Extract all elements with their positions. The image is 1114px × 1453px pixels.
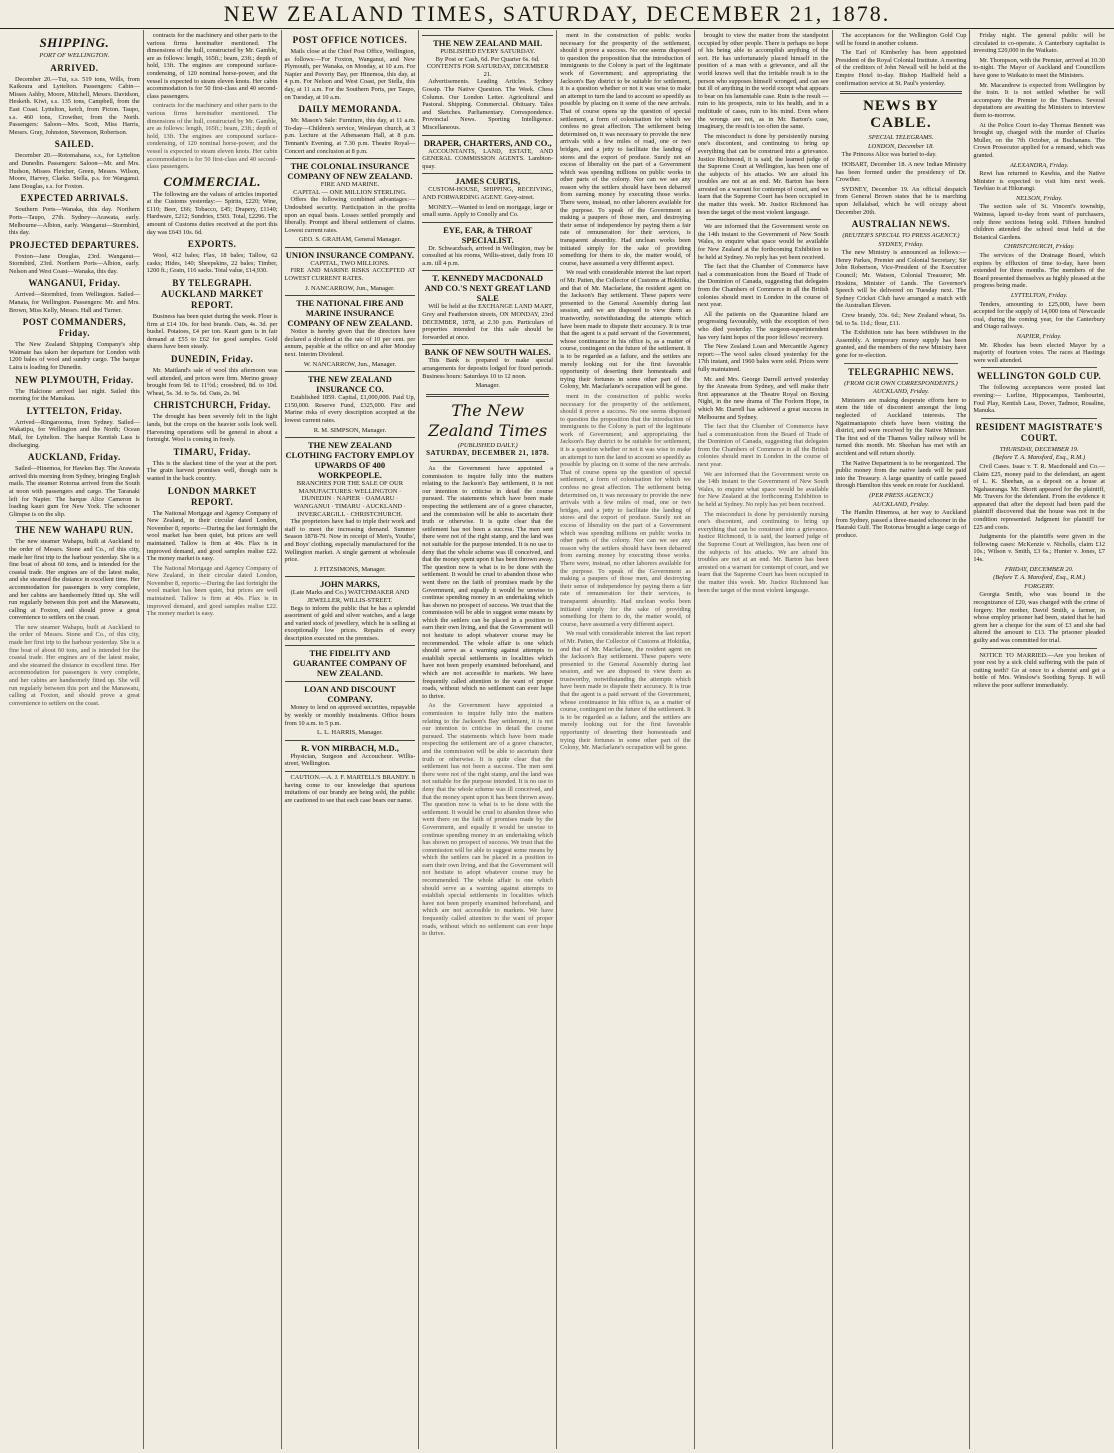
telegraphic-news-text: The Native Department is to be reorganized. The public money from the native lands will be paid into the Treasury. A large quantity of cattle passed through Hamilton this week en route for Auckland. xyxy=(835,459,967,490)
ad-title: JOHN MARKS, xyxy=(320,579,380,590)
cable-text: HOBART, December 18. A new Indian Ministry has been formed under the presidency of Dr. Crowther. xyxy=(835,160,967,184)
notice-text: NOTICE TO MARRIED.—Are you broken of your rest by a sick child suffering with the pain of cutting teeth? Go at once to a chemist and get a bottle of Mrs. Winslow's Soothing Syrup. It will relieve the poor sufferer immediately. xyxy=(973,651,1105,689)
news-paragraph: Mr. and Mrs. George Darrell arrived yesterday by the Arawata from Sydney, and will make their first appearance at the Theatre Royal on Boxing Night, in the new drama of The Forlorn Hope, in which Mr. Darrell has achieved a great success in Melbourne and Sydney. xyxy=(697,375,829,421)
cup-notice: The acceptances for the Wellington Gold Cup will be found in another column. xyxy=(835,32,967,47)
colonial-insurance-ad xyxy=(285,158,416,244)
exports-heading: EXPORTS. xyxy=(187,239,237,250)
bank-ad xyxy=(422,344,553,389)
expected-text: Southern Ports—Wanaka, this day. Northern Ports—Taupo, 27th. Sydney—Arawata, early. Melbourne—Albion, early. Wanganui—Stormbird, this day. xyxy=(9,206,140,237)
ad-branches: BRANCHES FOR THE SALE OF OUR MANUFACTURES: WELLINGTON · DUNEDIN · NAPIER · OAMARU · WANGANUI · TIMARU · AUCKLAND · INVERCARGILL · CHRISTCHURCH. xyxy=(293,480,406,518)
marks-jeweller-ad xyxy=(285,576,416,642)
ad-text: The proprietors have had to triple their work and staff to meet the increasing demand. Summer Season 1878-79. Now in receipt of Men's, Youths', and Boys' clothing, especially manufactured for the Wellington market. A single garment at wholesale price. xyxy=(284,518,416,564)
christchurch-text: The drought has been severely felt in the light lands, but the crops on the heavier soils look well. Harvesting operations will be general in about a fortnight. Wool is coming in freely. xyxy=(146,413,278,444)
forgery-heading: FORGERY. xyxy=(1024,582,1055,590)
ad-capital: CAPITAL — ONE MILLION STERLING. xyxy=(293,188,407,196)
news-paragraph: The fact that the Chamber of Commerce have had a communication from the Board of Trade of the Dominion of Canada, suggesting that delegates from the Chambers of Commerce in all the British colonies should meet in London in the course of next year. xyxy=(697,423,829,469)
rm-court-text: Civil Cases. Isaac v. T. R. Macdonald and Co.—Claim £25, money paid to the defendant, an agent of L. K. Sheehan, as a deposit on a house at Ngahauranga. Mr. Shortt appeared for the plaintiff, Mr. Travers for the defendant. From the evidence it appeared that after the deposit had been paid the plaintiff discovered that the house was not in the condition represented. Judgment for plaintiff for £25 and costs. xyxy=(973,462,1105,531)
fidelity-ad xyxy=(285,645,416,678)
intro-text: contracts for the machinery and other parts to the various firms hereinafter mentioned. The dimensions of the hull, constructed by Mr. Gamble, are as follows: length, 165ft.; beam, 23ft.; depth of hold, 13ft. The engines are compound surface-condensing, of 120 nominal horse-power, and the vessel is expected to steam eleven knots. Her cabin accommodation is for 50 first-class and 40 second-class passengers. xyxy=(146,32,278,100)
news-paragraph: Mr. Macandrew is expected from Wellington by the train. It is not settled whether he will accompany the Premier to the Thames. Several deputations are awaiting the Ministers to interview them to-morrow. xyxy=(973,81,1105,119)
ad-title: THE COLONIAL INSURANCE COMPANY OF NEW ZEALAND. xyxy=(287,161,413,182)
ad-title: BANK OF NEW SOUTH WALES. xyxy=(424,347,551,358)
news-paragraph: The misconduct is done by persistently nursing one's discontent, and continuing to bring up everything that can be construed into a grievance. Justice Richmond, it is said, the learned judge of the Supreme Court at Wellington, has been one of the subjects of his attacks. We are afraid his troubles are not at an end. Mr. Barton has been arrested on a warrant for contempt of court, and we learn that the Supreme Court has been occupied in the matter this week. Mr. Justice Richmond has been the target of the most violent language. xyxy=(697,510,829,594)
auckland-heading: AUCKLAND, Friday. xyxy=(28,452,121,463)
column-2 xyxy=(144,30,282,1449)
news-paragraph: The services of the Drainage Board, which expires by effluxion of time to-day, have been extended for three months. The members of the Board presented themselves as highly pleased at the progress being made. xyxy=(973,252,1105,290)
ad-title: UNION INSURANCE COMPANY. xyxy=(285,249,415,260)
leader-text: As the Government have appointed a commission to inquire fully into the matters relating to the Jackson's Bay settlement, it is not our intention to criticise in detail the course pursued. The statements which have been made respecting the settlement are of a grave character, and the commission will be able to ascertain their truth or otherwise. It is quite clear that the settlement has not been a success. The men sent there were not of the right stamp, and the land was not suitable for the purpose intended. It is no use to deny that the whole scheme was ill conceived, and that the money spent upon it has been thrown away. The question now is what is to be done with the settlement. It would be cruel to abandon those who went there on the faith of promises made by the Government, and equally it would be unwise to continue spending money in an undertaking which has shown no prospect of success. We trust that the commission will be able to suggest some means by which the settlers can be placed in a position to earn their own living, and that the Government will not hesitate to adopt whatever course may be recommended. The whole affair is one which should serve as a warning against attempts to establish special settlements in localities which have not been properly examined beforehand, and which are not accessible to markets. We have frequently called attention to the want of proper roads, without which no settlement can ever hope to thrive. xyxy=(422,465,554,700)
draper-ad xyxy=(422,135,553,171)
timaru-heading: TIMARU, Friday. xyxy=(173,446,251,457)
ad-title: THE NEW ZEALAND INSURANCE CO. xyxy=(307,374,392,395)
news-paragraph: We are informed that the Government wrote on the 14th instant to the Government of New South Wales, to enquire what space would be available for New Zealand at the forthcoming Exhibition to be held at Sydney. No reply has yet been received. xyxy=(697,223,829,261)
column-1 xyxy=(6,30,144,1449)
ad-text: Will be held at the EXCHANGE LAND MART, Grey and Featherston streets, ON MONDAY, 23rd DECEMBER, 1878, at 2.30 p.m. Particulars of properties intended for this sale should be forwarded at once. xyxy=(422,303,554,341)
ad-text: This Bank is prepared to make special arrangements for deposits lodged for fixed periods. Business hours: Saturdays 10 to 12 noon. xyxy=(422,357,554,380)
sailed-text: December 20.—Rotomahana, s.s., for Lyttelton and Dunedin. Passengers: Saloon—Mr. and Mrs. Hudson, Misses Fletcher, Green, Messrs. Wilson, Moore, Harvey, Clarke. Stella, p.s. for Wanganui. Jane Douglas, s.s. for Foxton. xyxy=(9,152,140,190)
wahapu-text-continued: The new steamer Wahapu, built at Auckland to the order of Messrs. Stone and Co., of this city, made her first trip to the harbour yesterday. She is a fine boat of about 60 tons, and is intended for the coastal trade. Her engines are of the latest make, and she steamed the distance in excellent time. Her accommodation for passengers is very complete, and her cabins are handsomely fitted up. She will run regularly between this port and the Manawatu, calling at Foxton, and should prove a great convenience to settlers on the coast. xyxy=(9,623,140,707)
rm-court-date: FRIDAY, DECEMBER 20. xyxy=(1004,565,1074,573)
napier-dateline: NAPIER, Friday. xyxy=(1016,332,1062,340)
leader-text-continued: As the Government have appointed a commission to inquire fully into the matters relating to the Jackson's Bay settlement, it is not our intention to criticise in detail the course pursued. The statements which have been made respecting the settlement are of a grave character, and the commission will be able to ascertain their truth or otherwise. It is quite clear that the settlement has not been a success. The men sent there were not of the right stamp, and the land was not suitable for the purpose intended. It is no use to deny that the whole scheme was ill conceived, and that the money spent upon it has been thrown away. The question now is what is to be done with the settlement. It would be cruel to abandon those who went there on the faith of promises made by the Government, and equally it would be unwise to continue spending money in an undertaking which has shown no prospect of success. We trust that the commission will be able to suggest some means by which the settlers can be placed in a position to earn their own living, and that the Government will not hesitate to adopt whatever course may be recommended. The whole affair is one which should serve as a warning against attempts to establish special settlements in localities which have not been properly examined beforehand, and which are not accessible to markets. We have frequently called attention to the want of proper roads, without which no settlement can ever hope to thrive. xyxy=(422,702,554,938)
columns xyxy=(6,30,1108,1449)
newplymouth-text: The Halcione arrived last night. Sailed this morning for the Manukau. xyxy=(9,387,140,403)
alexandra-dateline: ALEXANDRA, Friday. xyxy=(1009,161,1069,169)
mirbach-ad xyxy=(285,740,416,768)
ad-text: Begs to inform the public that he has a splendid assortment of gold and silver watches, and a large and varied stock of jewellery, which he is selling at exceptionally low prices. Repairs of every description executed on the premises. xyxy=(284,604,416,642)
ad-contents-heading: CONTENTS FOR SATURDAY, DECEMBER 21. xyxy=(426,63,549,78)
cable-text: SYDNEY, December 19. An official despatch from General Brown states that he is marching upon Jellalabad, which he will occupy about December 20th. xyxy=(835,185,967,216)
divider xyxy=(17,521,132,522)
market-heading: BY TELEGRAPH. AUCKLAND MARKET REPORT. xyxy=(161,278,264,311)
ad-title: LOAN AND DISCOUNT COMPANY. xyxy=(304,684,396,705)
divider xyxy=(706,219,821,220)
news-paragraph: At the Police Court to-day Thomas Bennett was brought up, charged with the murder of Charles Muller, on the 7th October, at Buchanans. The Crown Prosecutor applied for a remand, which was granted. xyxy=(973,121,1105,159)
press-agency-dateline: AUCKLAND, Friday. xyxy=(872,500,930,508)
australian-news-heading: AUSTRALIAN NEWS. xyxy=(851,219,951,230)
memoranda-text: Mr. Mason's Sale: Furniture, this day, at 11 a.m. To-day—Children's service, Wesleyan church, at 3 p.m. Lecture at the Athenaeum Hall, at 8 p.m. Tennant's Evening, at 7.30 p.m. Theatre Royal—Concert and conclusion at 8 p.m. xyxy=(284,117,416,155)
news-paragraph: Rewi has returned to Kawhia, and the Native Minister is expected to visit him next week. Tawhiao is at Hikurangi. xyxy=(973,170,1105,193)
telegraphic-news-heading: TELEGRAPHIC NEWS. xyxy=(847,366,954,377)
cable-subheading: SPECIAL TELEGRAMS. xyxy=(868,134,934,142)
ad-title: THE FIDELITY AND GUARANTEE COMPANY OF NEW ZEALAND. xyxy=(293,648,407,679)
postoffice-text: Mails close at the Chief Post Office, Wellington, as follows:—For Foxton, Wanganui, and New Plymouth, per Wanaka, on Monday, at 10 a.m. For Napier and Poverty Bay, per Hinemoa, this day, at 4 p.m. For Nelson and West Coast, per Stella, this day, at 11 a.m. For the Southern Ports, per Taupo, on Tuesday, at 10 a.m. xyxy=(284,48,416,101)
auckland-text: Sailed—Hinemoa, for Hawkes Bay. The Arawata arrived this morning from Sydney, bringing English mails. The steamer Rotorua arrived from the South at noon with passengers and cargo. The Taranaki left for Napier. The barque Alice Cameron is loading kauri gum for New York. The schooner Glimpse is on the slip. xyxy=(9,465,140,518)
ad-subtitle: (Late Marks and Co.) WATCHMAKER AND JEWELLER, WILLIS-STREET. xyxy=(290,589,410,604)
column-3 xyxy=(282,30,420,1449)
australian-news-text: The new Ministry is announced as follows:—Henry Parkes, Premier and Colonial Secretary; Sir John Robertson, Vice-President of the Executive Council; Mr. Watson, Colonial Treasurer; Mr. Hoskins, Minister of Lands. The Governor's Speech will be delivered on Tuesday next. The Sydney Cricket Club have arranged a match with the Australian Eleven. xyxy=(835,249,967,310)
news-paragraph: The fact that the Chamber of Commerce have had a communication from the Board of Trade of the Dominion of Canada, suggesting that delegates from the Chambers of Commerce in all the British colonies should meet in London in the course of next year. xyxy=(697,263,829,309)
christchurch-dateline: CHRISTCHURCH, Friday. xyxy=(1003,243,1075,251)
ad-subtitle: FIRE AND MARINE. xyxy=(320,181,380,189)
leader-continued-2: The misconduct is done by persistently nursing one's discontent, and continuing to bring up everything that can be construed into a grievance. Justice Richmond, it is said, the learned judge of the Supreme Court at Wellington, has been one of the subjects of his attacks. We are afraid his troubles are not at an end. Mr. Barton has been arrested on a warrant for contempt of court, and we learn that the Supreme Court has been occupied in the matter this week. Mr. Justice Richmond has been the target of the most violent language. xyxy=(697,132,829,216)
intro-text-continued: contracts for the machinery and other parts to the various firms hereinafter mentioned. The dimensions of the hull, constructed by Mr. Gamble, are as follows: length, 165ft.; beam, 23ft.; depth of hold, 13ft. The engines are compound surface-condensing, of 120 nominal horse-power, and the vessel is expected to steam eleven knots. Her cabin accommodation is for 50 first-class and 40 second-class passengers. xyxy=(146,102,278,171)
column-6 xyxy=(695,30,833,1449)
ad-text: Notice is hereby given that the directors have declared a dividend at the rate of 10 per cent. per annum, payable at the office on and after Monday next. Interim Dividend. xyxy=(284,328,416,359)
wanganui-text: Arrived—Stormbird, from Wellington. Sailed—Manaia, for Wellington. Passengers: Mr. and Mrs. Brown, Miss Kelly, Messrs. Hall and Turner. xyxy=(9,291,140,314)
arrived-heading: ARRIVED. xyxy=(50,62,99,73)
cable-heading: NEWS BY CABLE. xyxy=(863,98,939,132)
lyttelton-dateline: LYTTELTON, Friday. xyxy=(1010,292,1068,299)
australian-news-dateline: SYDNEY, Friday. xyxy=(878,240,924,248)
divider xyxy=(844,363,959,364)
ad-manager: R. M. SIMPSON, Manager. xyxy=(313,426,387,434)
projected-heading: PROJECTED DEPARTURES. xyxy=(9,239,140,250)
ad-title: THE NEW ZEALAND MAIL xyxy=(433,38,543,48)
lyttelton-heading: LYTTELTON, Friday. xyxy=(26,405,123,416)
wahapu-text: The new steamer Wahapu, built at Auckland to the order of Messrs. Stone and Co., of this city, made her first trip to the harbour yesterday. She is a fine boat of about 60 tons, and is intended for the coastal trade. Her engines are of the latest make, and she steamed the distance in excellent time. Her accommodation for passengers is very complete, and her cabins are handsomely fitted up. She will run regularly between this port and the Manawatu, calling at Foxton, and should prove a great convenience to settlers on the coast. xyxy=(9,538,140,622)
rm-court-text: Judgments for the plaintiffs were given in the following cases: McKenzie v. Nicholls, claim £12 10s.; Wilson v. Smith, £3 6s.; Hunter v. Jones, £7 14s. xyxy=(973,533,1105,564)
news-paragraph: The New Zealand Loan and Mercantile Agency report:—The wool sales closed yesterday for the 17th instant, and 1960 bales were sold. Prices were fully maintained. xyxy=(697,343,829,373)
news-paragraph: Friday night. The general public will be circulated to co-operate. A Canterbury capitalist is investing £20,000 in the Waikato. xyxy=(973,32,1105,55)
cable-text: The Princess Alice was buried to-day. xyxy=(841,151,937,159)
sailed-heading: SAILED. xyxy=(54,139,95,150)
ad-title: R. VON MIRBACH, M.D., xyxy=(300,742,399,753)
ad-subtitle: PUBLISHED EVERY SATURDAY. xyxy=(440,48,536,55)
loan-ad xyxy=(285,681,416,736)
nz-mail-ad xyxy=(422,35,553,132)
ad-title: THE NATIONAL FIRE AND MARINE INSURANCE COMPANY OF NEW ZEALAND. xyxy=(287,298,413,329)
ad-manager: J. FITZSIMONS, Manager. xyxy=(314,565,386,573)
ad-text: Established 1859. Capital, £1,000,000. Paid Up, £150,000. Reserve Fund, £325,000. Fire and Marine risks of every description accepted at the lowest current rates. xyxy=(284,394,416,424)
caution-ad xyxy=(285,771,416,804)
wanganui-heading: WANGANUI, Friday. xyxy=(28,278,121,289)
ad-title: T. KENNEDY MACDONALD AND CO.'S NEXT GREAT LAND SALE xyxy=(424,273,551,304)
ad-title: DRAPER, CHARTERS, AND CO., xyxy=(423,137,552,148)
press-agency-subheading: (PER PRESS AGENCY.) xyxy=(869,491,933,499)
ad-text: Physician, Surgeon and Accoucheur. Willis-street, Wellington. xyxy=(284,752,416,768)
market-text: Business has been quiet during the week. Flour is firm at £14 10s. for best brands. Oats, 4s. 3d. per bushel. Potatoes, £4 per ton. Kauri gum is in fair demand at £55 to £62 for good samples. Gold shares have been steady. xyxy=(146,313,278,351)
curtis-ad xyxy=(422,173,553,218)
news-paragraph: All the patients on the Quarantine Island are progressing favourably, with the exception of two who died yesterday. The surgeon-superintendent has very faint hopes of the poor fellows' recovery. xyxy=(697,310,829,341)
london-text: The National Mortgage and Agency Company of New Zealand, in their circular dated London, November 8, reports:—During the last fortnight the wool market has been quiet, but prices are well maintained. Tallow is firm at 40s. Flax is in improved demand, and good samples realise £22. The money market is easy. xyxy=(146,509,278,563)
exports-text: Wool, 412 bales; Flax, 18 bales; Tallow, 62 casks; Hides, 140; Sheepskins, 22 bales; Timber, 1200 ft.; Grain, 116 sacks. Total value, £14,930. xyxy=(146,252,278,275)
london-heading: LONDON MARKET REPORT. xyxy=(167,485,257,507)
postcommanders-text: The New Zealand Shipping Company's ship Waimate has taken her departure for London with 1200 bales of wool and sundry cargo. The barque Laira is loading for Dunedin. xyxy=(9,341,140,372)
leader-continued: brought to view the matter from the standpoint occupied by other people. There is perhaps no hope of his being able to accomplish anything of the sort. He has unfortunately placed himself in the position of a man with a grievance, and all the world knows well that the irritable result is to the person who supposes himself wronged, and can see but ill of anything in the world except what appears to bear on his lamentable case. Ruin is the result — ruin to his prospects, ruin to his health, and in a multitude of cases, ruin to his mind. Even where the wrongs are not, as in Mr. Barton's case, imaginary, the result is too often the same. xyxy=(697,32,829,131)
rm-court-date: THURSDAY, DECEMBER 19. xyxy=(999,445,1079,453)
divider xyxy=(981,367,1097,368)
wahapu-heading: THE NEW WAHAPU RUN. xyxy=(15,525,134,536)
dunedin-heading: DUNEDIN, Friday. xyxy=(171,354,254,364)
newplymouth-heading: NEW PLYMOUTH, Friday. xyxy=(15,374,134,385)
ad-manager: L. L. HARRIS, Manager. xyxy=(316,729,383,737)
eye-specialist-ad xyxy=(422,222,553,268)
clothing-factory-ad xyxy=(285,437,416,573)
ad-text: CUSTOM-HOUSE, SHIPPING, RECEIVING, AND FORWARDING AGENT. Grey-street. xyxy=(422,186,554,201)
leader-continued-4: We read with considerable interest the last report of Mr. Patten, the Collector of Customs at Hokitika, and that of Mr. Macfarlane, the resident agent on the Jackson's Bay settlement. These papers were presented to the General Assembly during last session, and we are disposed to view them as trustworthy, notwithstanding the attempts which have been made to dispute their accuracy. It is true that the agent is a paid servant of the Government, whose continuance in his office is, as a matter of course, contingent on the future of the settlement. It is to be regarded as a failure, and the settlers are merely looking out for the first favorable opportunity of deserting their homesteads and trying their fortunes in some other part of the Colony, Mr. Macfarlane's occupation will be gone. xyxy=(560,630,691,752)
money-text: MONEY.—Wanted to lend on mortgage, large or small sums. Apply to Conolly and Co. xyxy=(422,203,554,219)
dunedin-text: Mr. Maitland's sale of wool this afternoon was well attended, and prices were firm. Merino greasy brought from 9d. to 11½d.; crossbred, 8d. to 10d. Wheat, 5s. 3d. to 5s. 6d. Oats, 2s. 9d. xyxy=(146,367,278,397)
divider xyxy=(981,418,1097,419)
cable-dateline: LONDON, December 18. xyxy=(867,142,935,150)
ad-manager: Manager. xyxy=(475,382,500,390)
ad-price: By Post or Cash, 6d. Per Quarter 6s. 6d. xyxy=(435,55,540,63)
news-paragraph: We are informed that the Government wrote on the 14th instant to the Government of New South Wales, to enquire what space would be available for New Zealand at the forthcoming Exhibition to be held at Sydney. No reply has yet been received. xyxy=(697,470,829,509)
timaru-text: This is the slackest time of the year at the port. The grain harvest promises well, though rain is wanted in the back country. xyxy=(146,459,278,482)
divider xyxy=(430,461,545,462)
telegraphic-news-subheading: (FROM OUR OWN CORRESPONDENTS.) xyxy=(844,379,958,387)
column-8 xyxy=(970,30,1108,1449)
ad-manager: GEO. S. GRAHAM, General Manager. xyxy=(298,236,401,244)
ad-text: CAUTION.—A. J. F. MARTELL'S BRANDY. It having come to our knowledge that spurious imitations of our brandy are being sold, the public are cautioned to see that each case bears our name. xyxy=(284,774,416,804)
newspaper-title: NEW ZEALAND TIMES, SATURDAY, DECEMBER 21, 1878. xyxy=(223,1,891,26)
column-7 xyxy=(833,30,971,1449)
news-paragraph: Mr. Thompson, with the Premier, arrived at 10.30 to-night. The Mayor of Auckland and Councillors have gone to Waikato to meet the Ministers. xyxy=(973,56,1105,79)
postcommanders-heading: POST COMMANDERS, Friday. xyxy=(22,317,127,339)
telegraphic-news-text: Ministers are making desperate efforts here to stem the tide of discontent amongst the long neglected of Auckland interests. The Ngatimaniapoto chiefs have been visiting the district, and were received by the Native Minister. The first sod of the Thames Valley railway will be turned this month. Mr. Sheehan has met with an accident and will return shortly. xyxy=(835,396,967,457)
expected-heading: EXPECTED ARRIVALS. xyxy=(20,193,129,204)
london-text-continued: The National Mortgage and Agency Company of New Zealand, in their circular dated London, November 8, reports:—During the last fortnight the wool market has been quiet, but prices are well maintained. Tallow is firm at 40s. Flax is in improved demand, and good samples realise £22. The money market is easy. xyxy=(146,564,278,618)
port-subheading: PORT OF WELLINGTON. xyxy=(39,52,110,59)
masthead xyxy=(0,0,1114,29)
rm-court-text: Georgia Smith, who was bound in the recognizance of £20, was charged with the crime of forgery. Her mother, David Smith, a farmer, in whose employ prisoner had been, stated that he had given her a cheque for the sum of £3 and she had altered the amount to £13. The prisoner pleaded guilty and was committed for trial. xyxy=(973,591,1105,644)
column-4 xyxy=(419,30,557,1449)
rm-court-before: (Before T. A. Mansford, Esq., R.M.) xyxy=(993,454,1086,462)
news-paragraph: Mr. Rhodes has been elected Mayor by a majority of fourteen votes. The races at Hastings were well attended. xyxy=(973,341,1105,364)
ad-text: Offers the following combined advantages:— Undoubted security. Participation in the profits upon an equal basis. Losses settled promptly and liberally. Prompt and liberal settlement of claims. Lowest current rates. xyxy=(284,196,416,234)
nz-insurance-ad xyxy=(285,371,416,434)
divider xyxy=(426,394,549,397)
column-5 xyxy=(557,30,695,1449)
rm-court-heading: RESIDENT MAGISTRATE'S COURT. xyxy=(975,421,1103,443)
national-insurance-ad xyxy=(285,295,416,368)
australian-news-text: Crew brandy, 33s. 6d.; New Zealand wheat, 5s. 9d. to 5s. 11d.; flour, £11. xyxy=(835,312,967,327)
ad-title: THE NEW ZEALAND CLOTHING FACTORY EMPLOY UPWARDS OF 400 WORKPEOPLE. xyxy=(285,440,415,481)
telegraphic-news-dateline: AUCKLAND, Friday. xyxy=(872,388,930,396)
divider xyxy=(981,648,1097,649)
leader-continued: ment in the construction of public works necessary for the prosperity of the settlement, should it prove a success. No one seems disposed to question the proposition that the introduction of immigrants to the Colony is part of the legitimate work of Government; and appropriating the Jackson's Bay district to be suitable for settlement, it is a question whether or not it was wise to make an attempt to turn the land to account so speedily as possible by placing on it some of the new arrivals. That of course opens up the question of special settlement, a form of colonisation for which we confess no great affection. The settlement being determined on, it was necessary to provide the new arrivals with a few miles of road, one or two bridges, and a jetty to facilitate the landing of stores and the export of produce. Surely not an excess of liberality on the part of a Government which was spending millions on public works in other parts of the colony. Nor can we see any reason why the settlers should have been debarred from earning money by executing those works. There were, instead, no other laborers available for the purpose. To speak of the Government as making a paupers of those men, and destroying their sense of independence by paying them a fair rate of remuneration for their services, is transparent absurdity. Had unclean works been initiated simply for the sake of providing something for them to do, the matter would, of course, have assumed a very different aspect. xyxy=(560,32,691,267)
ad-manager: W. NANCARROW, Jun., Manager. xyxy=(303,360,397,368)
union-insurance-ad xyxy=(285,247,416,292)
gold-cup-heading: WELLINGTON GOLD CUP. xyxy=(977,371,1102,382)
editorial-subtitle: (PUBLISHED DAILY.) xyxy=(457,441,518,449)
news-paragraph: The Earl of Kimberley has been appointed President of the Royal Colonial Institute. A meeting of the creditors of John Newall will be held at the Empire Hotel to-day. Bishop Hadfield held a confirmation service at St. Paul's yesterday. xyxy=(835,49,967,87)
ad-capital: CAPITAL, TWO MILLIONS. xyxy=(310,259,390,267)
ad-text: Money to lend on approved securities, repayable by weekly or monthly instalments. Office hours from 10 a.m. to 5 p.m. xyxy=(284,704,416,727)
memoranda-heading: DAILY MEMORANDA. xyxy=(298,104,402,115)
ad-contents: Advertisements. Leading Articles. Sydney Gossip. The Native Question. The Week. Chess Column. Our London Letter. Agricultural and Pastoral. Shipping. Commercial. Obituary. Tales and Sketches. Parliamentary. Correspondence. Provincial News. Sporting Intelligence. Miscellaneous. xyxy=(422,78,554,131)
land-sale-ad xyxy=(422,270,553,341)
postoffice-heading: POST OFFICE NOTICES. xyxy=(292,35,408,45)
prices-text: The following are the values of articles imported at the Customs yesterday:— Spirits, £220; Wine, £110; Beer, £66; Tobacco, £45; Drapery, £1140; Hardware, £212; Sundries, £503. Total, £2296. The amount of Customs duties received at the port this day was £643 10s. 6d. xyxy=(146,190,278,236)
editorial-masthead: The New Zealand Times xyxy=(428,400,548,440)
rm-court-before: (Before T. A. Mansford, Esq., R.M.) xyxy=(993,574,1086,582)
lyttelton-text: Arrived—Ringarooma, from Sydney. Sailed—Wakatipu, for Wellington and the North; Ocean Mail, for Lyttelton. The barque Kentish Lass is discharging. xyxy=(9,418,140,449)
divider xyxy=(840,91,963,94)
ad-text: Dr. Schwarzbach, arrived in Wellington, may be consulted at his rooms, Willis-street, daily from 10 a.m. till 4 p.m. xyxy=(422,244,554,267)
leader-continued-3: ment in the construction of public works necessary for the prosperity of the settlement, should it prove a success. No one seems disposed to question the proposition that the introduction of immigrants to the Colony is part of the legitimate work of Government; and appropriating the Jackson's Bay district to be suitable for settlement, it is a question whether or not it was wise to make an attempt to turn the land to account so speedily as possible by placing on it some of the new arrivals. That of course opens up the question of special settlement, a form of colonisation for which we confess no great affection. The settlement being determined on, it was necessary to provide the new arrivals with a few miles of road, one or two bridges, and a jetty to facilitate the landing of stores and the export of produce. Surely not an excess of liberality on the part of a Government which was spending millions on public works in other parts of the colony. Nor can we see any reason why the settlers should have been debarred from earning money by executing those works. There were, instead, no other laborers available for the purpose. To speak of the Government as making a paupers of those men, and destroying their sense of independence by paying them a fair rate of remuneration for their services, is transparent absurdity. Had unclean works been initiated simply for the sake of providing something for them to do, the matter would, of course, have assumed a very different aspect. xyxy=(560,392,691,628)
leader-continued-2: We read with considerable interest the last report of Mr. Patten, the Collector of Customs at Hokitika, and that of Mr. Macfarlane, the resident agent on the Jackson's Bay settlement. These papers were presented to the General Assembly during last session, and we are disposed to view them as trustworthy, notwithstanding the attempts which have been made to dispute their accuracy. It is true that the agent is a paid servant of the Government, whose continuance in his office is, as a matter of course, contingent on the future of the settlement. It is to be regarded as a failure, and the settlers are merely looking out for the first favorable opportunity of deserting their homesteads and trying their fortunes in some other part of the Colony, Mr. Macfarlane's occupation will be gone. xyxy=(560,269,691,391)
australian-news-text: The Exhibition rate has been withdrawn in the Assembly. A temporary money supply has been granted, and the members of the new Ministry have gone for re-election. xyxy=(835,329,967,359)
nelson-dateline: NELSON, Friday. xyxy=(1015,194,1063,202)
editorial-date: SATURDAY, DECEMBER 21, 1878. xyxy=(426,449,550,458)
news-paragraph: Tenders, amounting to £25,000, have been accepted for the supply of 14,000 tons of Newcastle coal, during the coming year, for the Canterbury and Otago railways. xyxy=(973,300,1105,331)
gold-cup-text: The following acceptances were posted last evening:— Lurline, Hippocampus, Tambourini, Foul Play, Kentish Lass, Dover, Tadmor, Rosaline, Manuka. xyxy=(973,384,1105,415)
australian-news-subheading: (REUTER'S SPECIAL TO PRESS AGENCY.) xyxy=(842,232,960,240)
ad-title: EYE, EAR, & THROAT SPECIALIST. xyxy=(443,224,533,245)
ad-text: ACCOUNTANTS, LAND, ESTATE, AND GENERAL COMMISSION AGENTS. Lambton-quay. xyxy=(422,147,554,170)
ad-title: JAMES CURTIS, xyxy=(455,176,521,187)
projected-text: Foxton—Jane Douglas, 23rd. Wanganui—Stormbird, 23rd. Northern Ports—Albion, early. Nelson and West Coast—Wanaka, this day. xyxy=(9,252,140,275)
press-agency-text: The Hamlin Hinemoa, at her way to Auckland from Sydney, passed a three-masted schooner in the Hauraki Gulf. The Rotorua brought a large cargo of produce. xyxy=(835,509,967,539)
ad-manager: J. NANCARROW, Jun., Manager. xyxy=(305,284,395,292)
ad-text: FIRE AND MARINE RISKS ACCEPTED AT LOWEST CURRENT RATES. xyxy=(284,267,416,283)
shipping-heading: SHIPPING. xyxy=(39,35,110,50)
christchurch-heading: CHRISTCHURCH, Friday. xyxy=(153,400,271,411)
commercial-heading: COMMERCIAL. xyxy=(163,173,261,189)
arrived-text: December 20.—Tui, s.s. 519 tons, Wills, from Kaikoura and Lyttelton. Passengers: Cabin—Misses Ashby, Moore, Mitchell, Messrs. Davidson, Hesketh. Kiwi, s.s. 135 tons, Campbell, from the East Coast. Lyttelton, ketch, from Picton. Taupo, s.s. 460 tons, Crowther, from the North. Passengers: Saloon—Mrs. Scott, Miss Harris, Messrs. Gray, Johnston, Stevenson, Robertson. xyxy=(9,75,140,136)
news-paragraph: The section sale of St. Vincent's township, Waimea, lapsed to-day from want of purchasers, only three sections being sold. Fifteen hundred children attended the school treat held at the Botanical Gardens. xyxy=(973,203,1105,241)
